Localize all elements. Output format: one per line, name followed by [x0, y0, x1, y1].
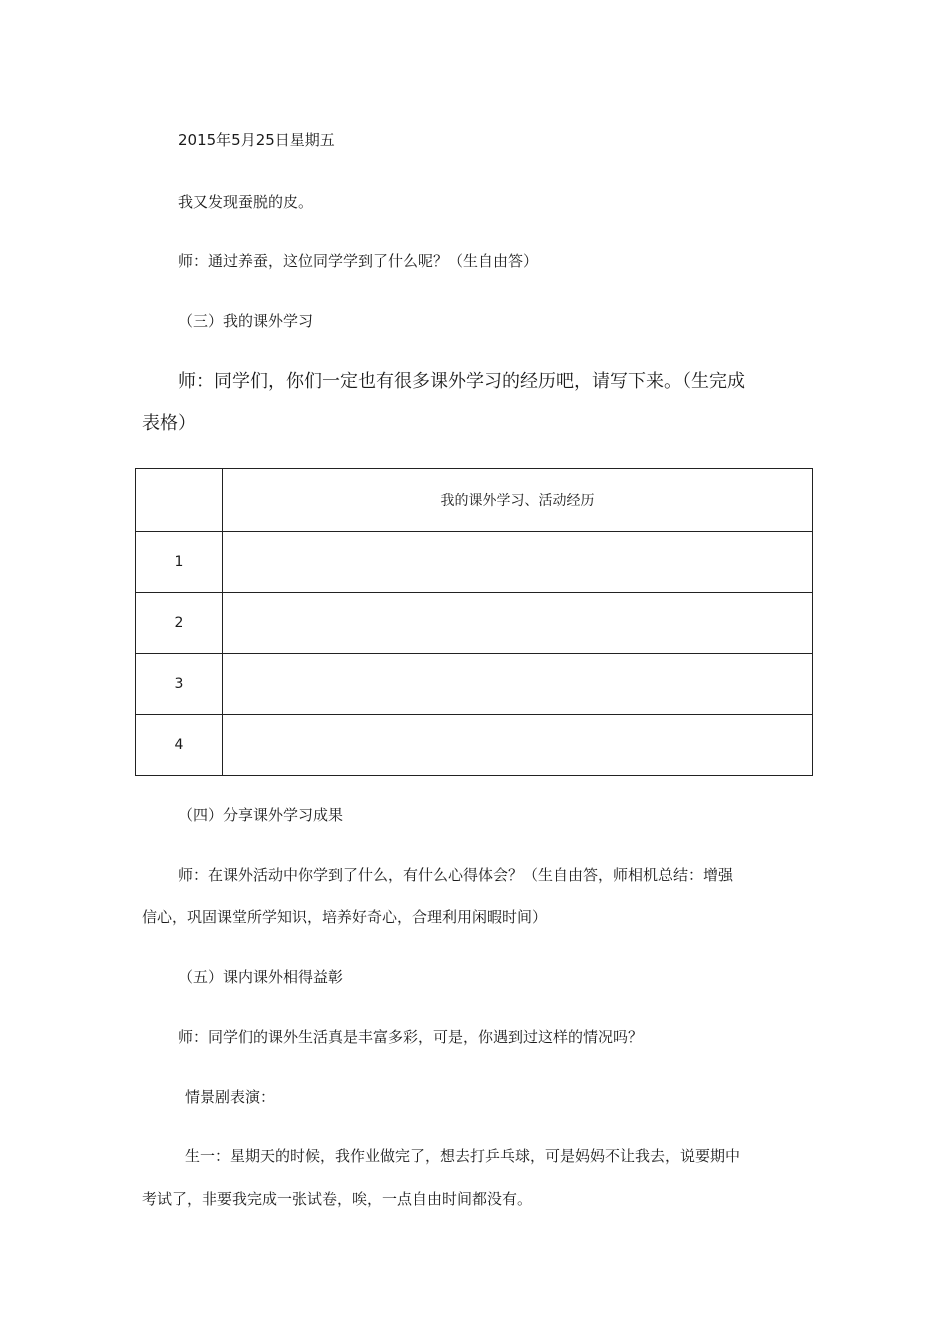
- table-row: [136, 532, 813, 593]
- paragraph-teacher-question: 师：通过养蚕，这位同学学到了什么呢？（生自由答）: [178, 252, 539, 270]
- paragraph-write-down-line1: 师：同学们，你们一定也有很多课外学习的经历吧，请写下来。（生完成: [178, 371, 745, 392]
- paragraph-share-line1: 师：在课外活动中你学到了什么，有什么心得体会？（生自由答，师相机总结：增强: [178, 866, 734, 884]
- table-row: [136, 654, 813, 715]
- table-row: [136, 593, 813, 654]
- paragraph-student-one-line2: 考试了，非要我完成一张试卷，唉，一点自由时间都没有。: [142, 1190, 533, 1208]
- date-line: 2015年5月25日星期五: [178, 131, 335, 149]
- experience-table: [135, 468, 813, 776]
- paragraph-write-down-line2: 表格）: [142, 413, 196, 434]
- section-heading-4: （四）分享课外学习成果: [178, 806, 344, 824]
- row-number-cell: 1: [136, 532, 223, 593]
- paragraph-teacher-ask: 师：同学们的课外生活真是丰富多彩，可是，你遇到过这样的情况吗？: [178, 1028, 644, 1046]
- table-header-blank-cell: [136, 469, 223, 532]
- paragraph-student-one-line1: 生一：星期天的时候，我作业做完了，想去打乒乓球，可是妈妈不让我去，说要期中: [185, 1147, 741, 1165]
- row-number-cell: 4: [136, 715, 223, 776]
- paragraph-share-line2: 信心，巩固课堂所学知识，培养好奇心，合理利用闲暇时间）: [142, 908, 548, 926]
- section-heading-5: （五）课内课外相得益彰: [178, 968, 344, 986]
- row-number-cell: 2: [136, 593, 223, 654]
- paragraph-skit-title: 情景剧表演：: [185, 1088, 276, 1106]
- section-heading-3: （三）我的课外学习: [178, 312, 314, 330]
- row-number-cell: 3: [136, 654, 223, 715]
- row-content-cell: [223, 593, 813, 654]
- table-header-row: [136, 469, 813, 532]
- table-header-cell: 我的课外学习、活动经历: [223, 469, 813, 532]
- table-row: [136, 715, 813, 776]
- paragraph-silkworm-skin: 我又发现蚕脱的皮。: [178, 193, 314, 211]
- row-content-cell: [223, 715, 813, 776]
- row-content-cell: [223, 532, 813, 593]
- row-content-cell: [223, 654, 813, 715]
